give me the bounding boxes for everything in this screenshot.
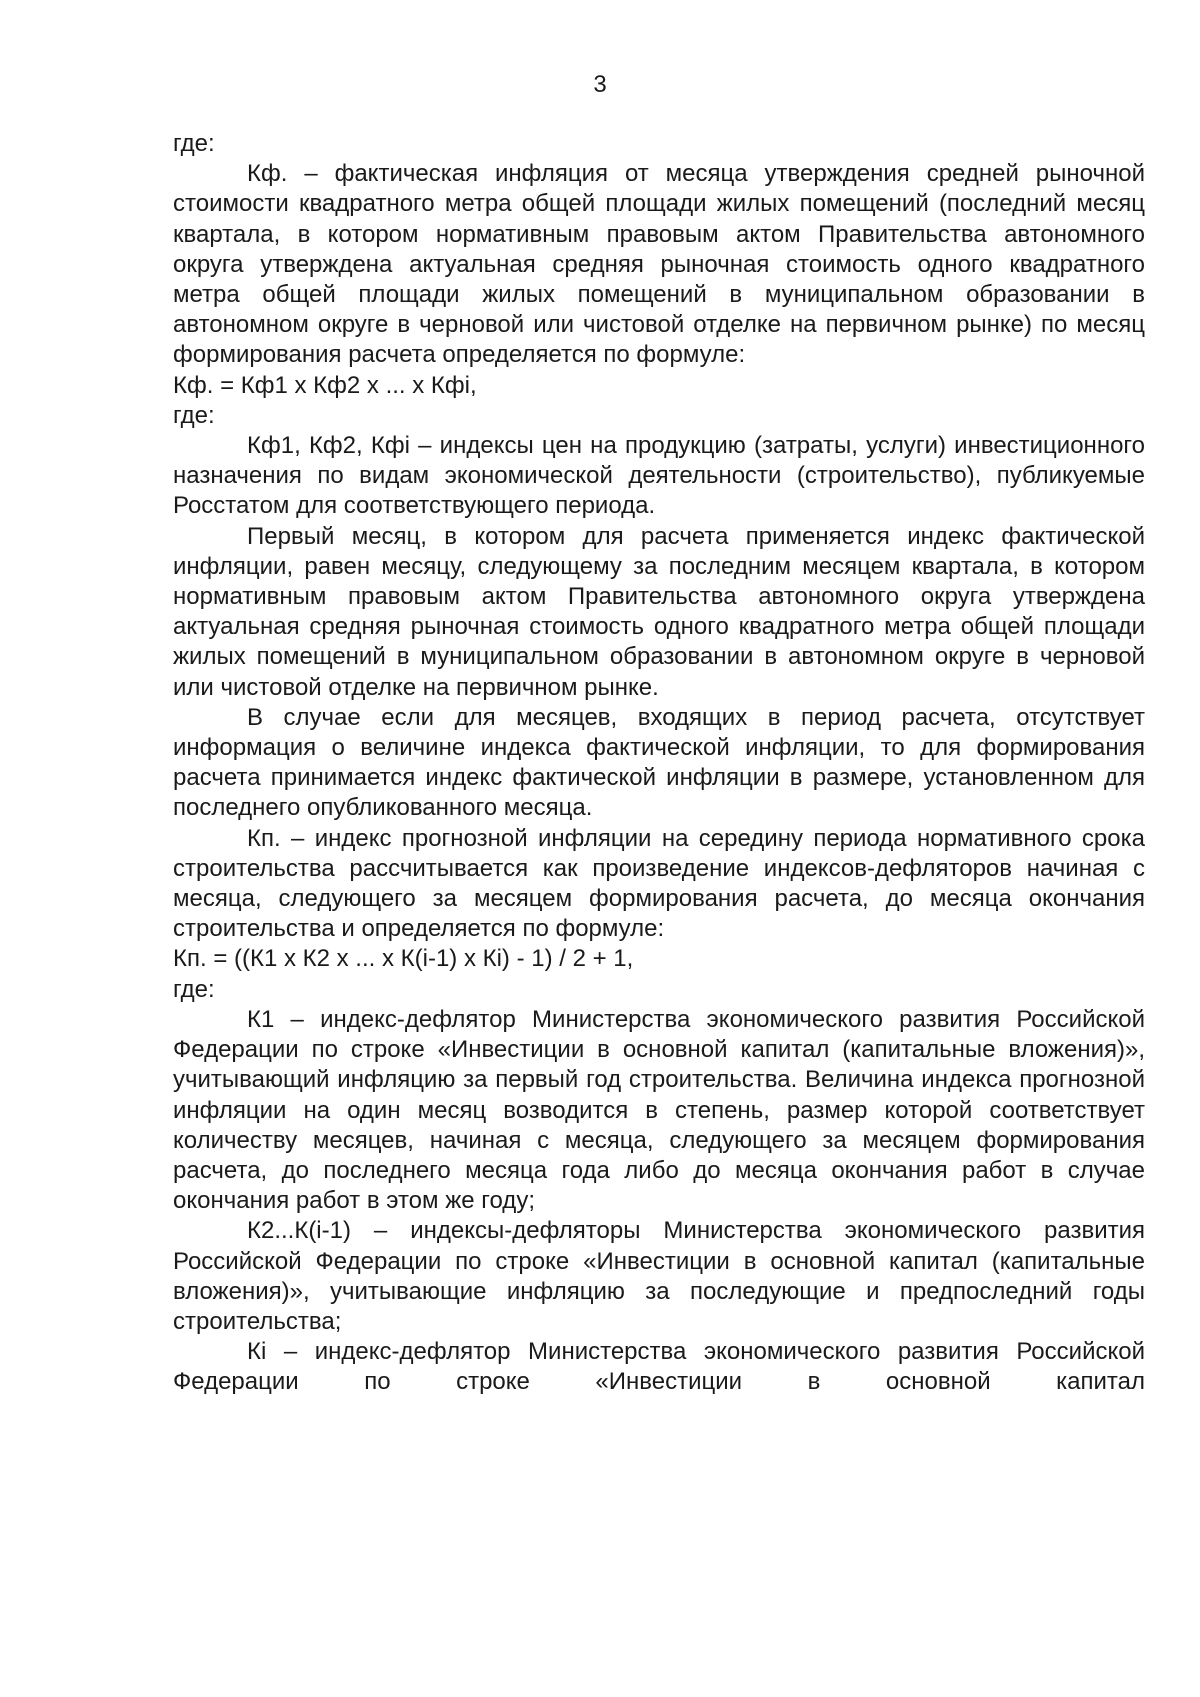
where-label: где: (173, 130, 215, 157)
paragraph-k1: К1 – индекс-дефлятор Министерства экономического развития Российской Федерации по строке «Инвестиции в основной капитал (капитальные вложения)», учитывающий инфляцию за первый год строительства. Величина индекса прогнозной инфляции на один месяц возводится в степень, размер которой соответствует количеству месяцев, начиная с месяца, следующего за месяцем формирования расчета, до последнего месяца года либо до месяца окончания работ в случае окончания работ в этом же году; (173, 1005, 1145, 1215)
paragraph-first-month: Первый месяц, в котором для расчета применяется индекс фактической инфляции, равен месяцу, следующему за последним месяцем квартала, в котором нормативным правовым актом Правительства автономного округа утверждена актуальная средняя рыночная стоимость одного квадратного метра общей площади жилых помещений в муниципальном образовании в автономном округе в черновой или чистовой отделке на первичном рынке. (173, 522, 1145, 701)
where-label: где: (173, 401, 215, 429)
paragraph-kf-indices: Кф1, Кф2, Кфi – индексы цен на продукцию (затраты, услуги) инвестиционного назначения по видам экономической деятельности (строительство), публикуемые Росстатом для соответствующего периода. (173, 432, 1145, 520)
paragraph-ki: Кi – индекс-дефлятор Министерства экономического развития Российской Федерации по строке «Инвестиции в основной капитал (173, 1338, 1145, 1396)
paragraph-k2: К2...К(i-1) – индексы-дефляторы Министерства экономического развития Российской Федерации по строке «Инвестиции в основной капитал (капитальные вложения)», учитывающие инфляцию за последующие и предпоследний годы строительства; (173, 1217, 1145, 1335)
paragraph-kp-definition: Кп. – индекс прогнозной инфляции на середину периода нормативного срока строительства рассчитывается как произведение индексов-дефляторов начиная с месяца, следующего за месяцем формирования расчета, до месяца окончания строительства и определяется по формуле: (173, 824, 1145, 943)
formula-kf: Кф. = Кф1 x Кф2 x ... x Кфi, (173, 371, 477, 399)
page-number: 3 (593, 71, 607, 98)
paragraph-no-info: В случае если для месяцев, входящих в период расчета, отсутствует информация о величине индекса фактической инфляции, то для формирования расчета принимается индекс фактической инфляции в размере, установленном для последнего опубликованного месяца. (173, 703, 1145, 822)
paragraph-kf-definition: Кф. – фактическая инфляция от месяца утверждения средней рыночной стоимости квадратного метра общей площади жилых помещений (последний месяц квартала, в котором нормативным правовым актом Правительства автономного округа утверждена актуальная средняя рыночная стоимость одного квадратного метра общей площади жилых помещений в муниципальном образовании в автономном округе в черновой или чистовой отделке на первичном рынке) по месяц формирования расчета определяется по формуле: (173, 160, 1145, 369)
document-body (173, 129, 1145, 1398)
formula-kp: Кп. = ((К1 x К2 x ... x К(i-1) x Кi) - 1) / 2 + 1, (173, 945, 634, 973)
where-label: где: (173, 975, 215, 1003)
